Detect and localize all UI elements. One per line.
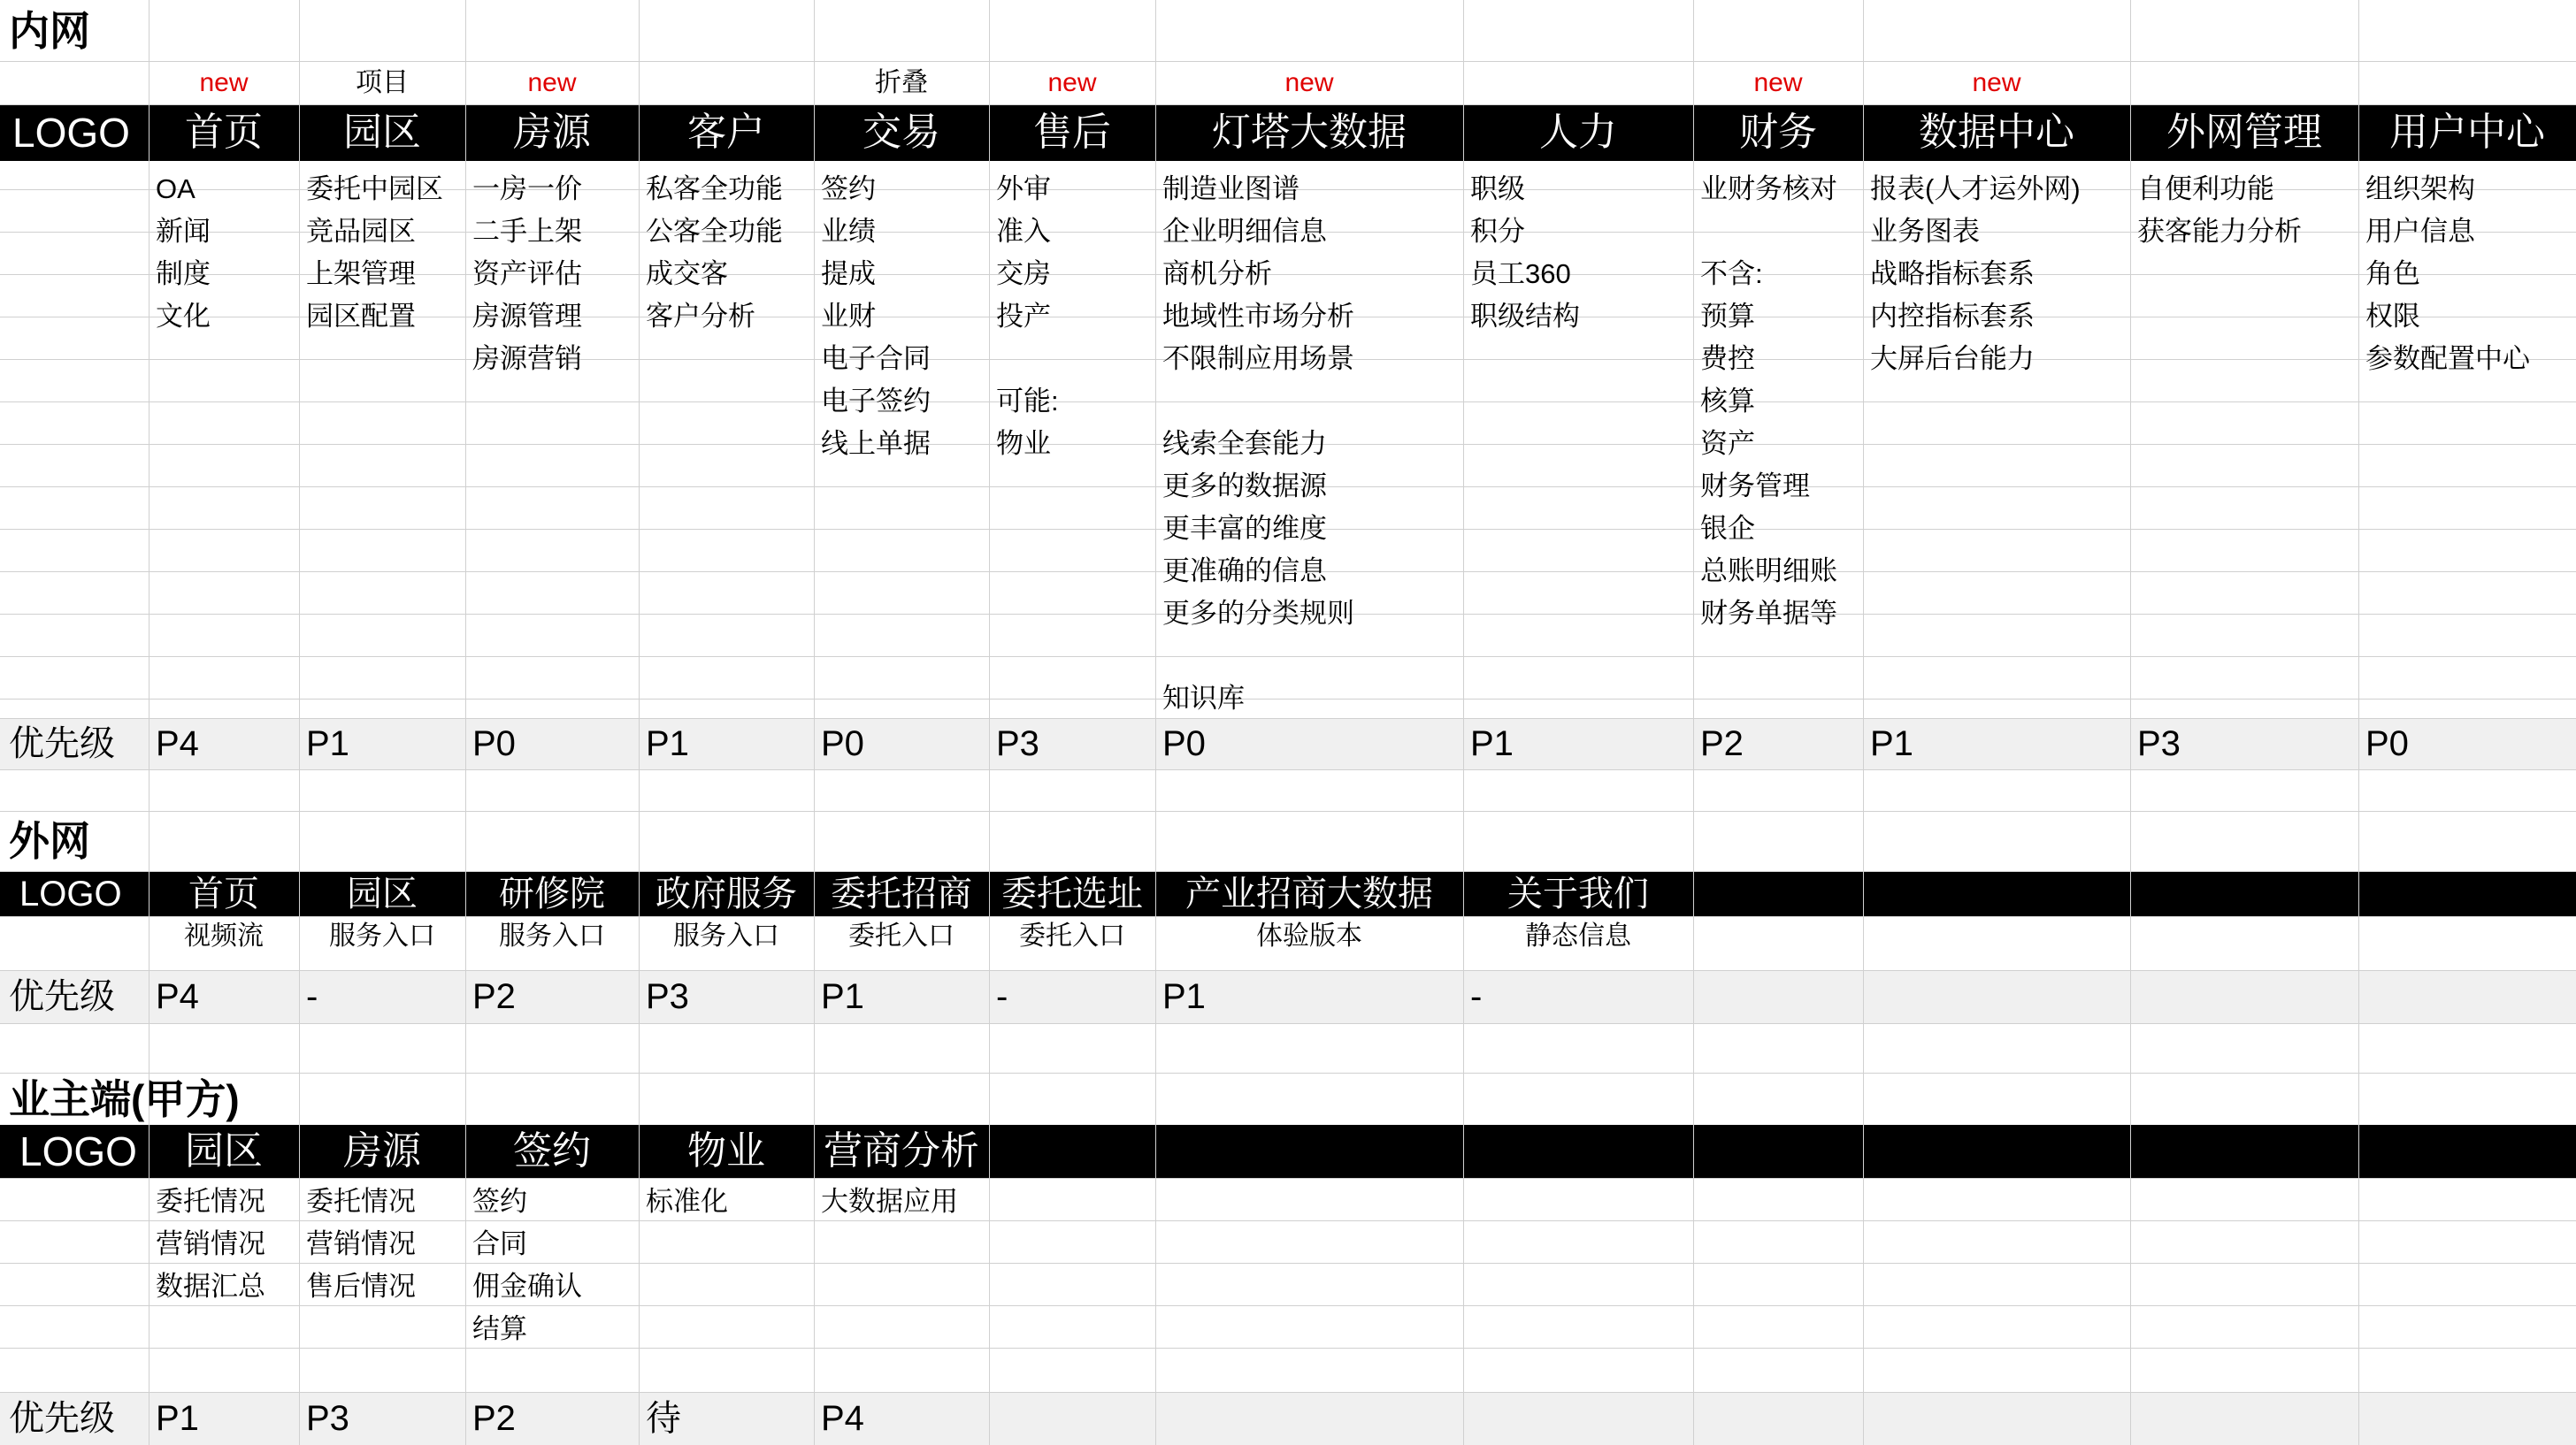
priority-label: 优先级: [9, 1399, 115, 1438]
column-marker: new: [1047, 67, 1097, 97]
extranet-header-2: 园区: [347, 874, 418, 914]
extranet-priority-band: [0, 970, 2576, 1023]
intranet-item: 二手上架: [472, 215, 582, 247]
extranet-priority: -: [1470, 977, 1483, 1016]
intranet-item: 商机分析: [1162, 257, 1272, 289]
intranet-header-2: 园区: [343, 111, 421, 154]
intranet-item: 参数配置中心: [2365, 342, 2530, 374]
intranet-item: 线上单据: [821, 427, 931, 459]
logo-cell: LOGO: [12, 110, 130, 156]
intranet-priority: P3: [2137, 724, 2181, 763]
intranet-item: 制度: [156, 257, 211, 289]
intranet-item: 更多的数据源: [1162, 470, 1327, 501]
intranet-item: 地域性市场分析: [1162, 300, 1354, 332]
owner-item: 大数据应用: [821, 1185, 958, 1217]
owner-item: 营销情况: [156, 1227, 265, 1259]
grid-row-line: [0, 1392, 2576, 1393]
intranet-item: 企业明细信息: [1162, 215, 1327, 247]
owner-item: 委托情况: [306, 1185, 416, 1217]
priority-label: 优先级: [9, 724, 115, 763]
grid-col-line: [1155, 0, 1156, 1445]
extranet-priority: P1: [1162, 977, 1206, 1016]
owner-priority-band: [0, 1392, 2576, 1445]
intranet-item: 交房: [996, 257, 1051, 289]
intranet-header-9: 财务: [1739, 111, 1817, 154]
owner-item: 签约: [472, 1185, 527, 1217]
intranet-item: 准入: [996, 215, 1051, 247]
intranet-priority-band: [0, 718, 2576, 769]
intranet-item: 上架管理: [306, 257, 416, 289]
extranet-header-4: 政府服务: [656, 874, 797, 914]
intranet-item: 电子合同: [821, 342, 931, 374]
intranet-header-11: 外网管理: [2166, 111, 2322, 154]
intranet-item: 投产: [996, 300, 1051, 332]
grid-col-line: [1463, 0, 1464, 1445]
intranet-item: 业务图表: [1870, 215, 1980, 247]
intranet-item: 积分: [1470, 215, 1525, 247]
intranet-item: 内控指标套系: [1870, 300, 2035, 332]
intranet-header-10: 数据中心: [1919, 111, 2074, 154]
grid-col-line: [2130, 0, 2131, 1445]
intranet-priority: P0: [1162, 724, 1206, 763]
column-marker: new: [1753, 67, 1803, 97]
grid-col-line: [814, 0, 815, 1445]
grid-col-line: [1863, 0, 1864, 1445]
owner-priority: P1: [156, 1399, 199, 1438]
extranet-header-5: 委托招商: [831, 874, 972, 914]
extranet-priority: P1: [821, 977, 864, 1016]
grid-row-line: [0, 970, 2576, 971]
grid-row-line: [0, 1305, 2576, 1306]
grid-col-line: [989, 0, 990, 1445]
intranet-header-3: 房源: [513, 111, 591, 154]
extranet-priority: P4: [156, 977, 199, 1016]
logo-cell: LOGO: [19, 1128, 137, 1174]
grid-row-line: [0, 718, 2576, 719]
intranet-item: 外审: [996, 172, 1051, 204]
intranet-item: 用户信息: [2365, 215, 2475, 247]
intranet-item: 房源营销: [472, 342, 582, 374]
intranet-item: 私客全功能: [646, 172, 783, 204]
intranet-item: 文化: [156, 300, 211, 332]
intranet-item: 制造业图谱: [1162, 172, 1300, 204]
extranet-priority: P2: [472, 977, 516, 1016]
intranet-item: 费控: [1700, 342, 1755, 374]
extranet-sub: 服务入口: [329, 921, 435, 951]
column-marker: 折叠: [875, 67, 928, 97]
intranet-priority: P1: [306, 724, 349, 763]
intranet-item: 财务单据等: [1700, 597, 1837, 629]
extranet-sub: 委托入口: [1019, 921, 1125, 951]
grid-col-line: [465, 0, 466, 1445]
column-marker: new: [199, 67, 249, 97]
grid-row-line: [0, 1023, 2576, 1024]
intranet-item: 知识库: [1162, 682, 1245, 714]
intranet-item: 大屏后台能力: [1870, 342, 2035, 374]
intranet-item: 可能:: [996, 385, 1059, 417]
intranet-item: 自便利功能: [2137, 172, 2274, 204]
intranet-item: 职级: [1470, 172, 1525, 204]
owner-header-1: 园区: [185, 1129, 263, 1173]
intranet-item: OA: [156, 172, 196, 204]
intranet-priority: P0: [821, 724, 864, 763]
intranet-item: 客户分析: [646, 300, 755, 332]
extranet-priority: P3: [646, 977, 689, 1016]
intranet-header-5: 交易: [862, 111, 940, 154]
grid-col-line: [299, 0, 300, 1445]
intranet-item: 资产评估: [472, 257, 582, 289]
grid-row-line: [0, 699, 2576, 700]
owner-priority: P3: [306, 1399, 349, 1438]
extranet-sub: 静态信息: [1525, 921, 1631, 951]
intranet-item: 组织架构: [2365, 172, 2475, 204]
owner-item: 数据汇总: [156, 1270, 265, 1302]
priority-label: 优先级: [9, 977, 115, 1016]
intranet-priority: P3: [996, 724, 1039, 763]
column-marker: new: [1284, 67, 1334, 97]
owner-priority: P2: [472, 1399, 516, 1438]
intranet-item: 银企: [1700, 512, 1755, 544]
intranet-header-4: 客户: [687, 111, 765, 154]
grid-col-line: [2358, 0, 2359, 1445]
owner-item: 佣金确认: [472, 1270, 582, 1302]
column-marker: new: [1972, 67, 2021, 97]
grid-col-line: [639, 0, 640, 1445]
extranet-priority: -: [306, 977, 318, 1016]
intranet-item: 报表(人才运外网): [1870, 172, 2081, 204]
intranet-item: 更丰富的维度: [1162, 512, 1327, 544]
intranet-item: 角色: [2365, 257, 2420, 289]
intranet-header-8: 人力: [1539, 111, 1617, 154]
grid-row-line: [0, 401, 2576, 402]
intranet-item: 园区配置: [306, 300, 416, 332]
intranet-priority: P2: [1700, 724, 1744, 763]
intranet-item: 核算: [1700, 385, 1755, 417]
intranet-item: 资产: [1700, 427, 1755, 459]
intranet-item: 总账明细账: [1700, 554, 1837, 586]
intranet-item: 财务管理: [1700, 470, 1810, 501]
owner-item: 营销情况: [306, 1227, 416, 1259]
owner-item: 标准化: [646, 1185, 728, 1217]
extranet-header-1: 首页: [188, 874, 259, 914]
intranet-item: 更多的分类规则: [1162, 597, 1354, 629]
section-title-owner: 业主端(甲方): [9, 1075, 240, 1122]
extranet-sub: 服务入口: [673, 921, 779, 951]
intranet-header-7: 灯塔大数据: [1212, 111, 1407, 154]
intranet-header-1: 首页: [185, 111, 263, 154]
grid-row-line: [0, 656, 2576, 657]
intranet-item: 不含:: [1700, 257, 1763, 289]
grid-row-line: [0, 1348, 2576, 1349]
intranet-item: 物业: [996, 427, 1051, 459]
intranet-priority: P0: [2365, 724, 2409, 763]
section-title-extranet: 外网: [9, 818, 90, 864]
intranet-item: 职级结构: [1470, 300, 1580, 332]
intranet-item: 新闻: [156, 215, 211, 247]
grid-row-line: [0, 1220, 2576, 1221]
owner-item: 合同: [472, 1227, 527, 1259]
section-title-intranet: 内网: [9, 7, 90, 54]
intranet-item: 电子签约: [821, 385, 931, 417]
grid-row-line: [0, 811, 2576, 812]
intranet-header-12: 用户中心: [2389, 111, 2545, 154]
extranet-header-3: 研修院: [499, 874, 605, 914]
intranet-item: 权限: [2365, 300, 2420, 332]
extranet-priority: -: [996, 977, 1008, 1016]
extranet-sub: 体验版本: [1256, 921, 1362, 951]
intranet-item: 不限制应用场景: [1162, 342, 1354, 374]
intranet-item: 业财: [821, 300, 876, 332]
intranet-item: 线索全套能力: [1162, 427, 1327, 459]
grid-col-line: [1693, 0, 1694, 1445]
owner-item: 委托情况: [156, 1185, 265, 1217]
extranet-sub: 委托入口: [848, 921, 954, 951]
intranet-header-6: 售后: [1033, 111, 1111, 154]
intranet-priority: P1: [1870, 724, 1913, 763]
intranet-item: 委托中园区: [306, 172, 443, 204]
intranet-item: 战略指标套系: [1870, 257, 2035, 289]
grid-col-line: [149, 0, 150, 1445]
intranet-item: 员工360: [1470, 257, 1571, 289]
grid-row-line: [0, 769, 2576, 770]
owner-header-4: 物业: [687, 1129, 765, 1173]
grid-row-line: [0, 1073, 2576, 1074]
owner-header-2: 房源: [343, 1129, 421, 1173]
intranet-item: 公客全功能: [646, 215, 783, 247]
grid-row-line: [0, 1178, 2576, 1179]
intranet-item: 竞品园区: [306, 215, 416, 247]
intranet-item: 一房一价: [472, 172, 582, 204]
intranet-priority: P0: [472, 724, 516, 763]
intranet-priority: P4: [156, 724, 199, 763]
intranet-item: 房源管理: [472, 300, 582, 332]
owner-header-3: 签约: [513, 1129, 591, 1173]
owner-priority: P4: [821, 1399, 864, 1438]
intranet-item: 签约: [821, 172, 876, 204]
extranet-header-8: 关于我们: [1507, 874, 1649, 914]
intranet-item: 业绩: [821, 215, 876, 247]
extranet-header-6: 委托选址: [1001, 874, 1143, 914]
intranet-item: 预算: [1700, 300, 1755, 332]
owner-item: 结算: [472, 1312, 527, 1344]
intranet-priority: P1: [1470, 724, 1514, 763]
intranet-item: 更准确的信息: [1162, 554, 1327, 586]
logo-cell: LOGO: [19, 874, 122, 914]
intranet-item: 提成: [821, 257, 876, 289]
column-marker: 项目: [356, 67, 409, 97]
extranet-sub: 服务入口: [499, 921, 605, 951]
owner-header-5: 营商分析: [824, 1129, 979, 1173]
extranet-header-7: 产业招商大数据: [1185, 874, 1433, 914]
column-marker: new: [527, 67, 577, 97]
owner-priority: 待: [646, 1399, 681, 1438]
grid-row-line: [0, 1263, 2576, 1264]
intranet-item: 获客能力分析: [2137, 215, 2302, 247]
intranet-item: 业财务核对: [1700, 172, 1837, 204]
intranet-priority: P1: [646, 724, 689, 763]
intranet-item: 成交客: [646, 257, 728, 289]
extranet-sub: 视频流: [184, 921, 264, 951]
owner-item: 售后情况: [306, 1270, 416, 1302]
